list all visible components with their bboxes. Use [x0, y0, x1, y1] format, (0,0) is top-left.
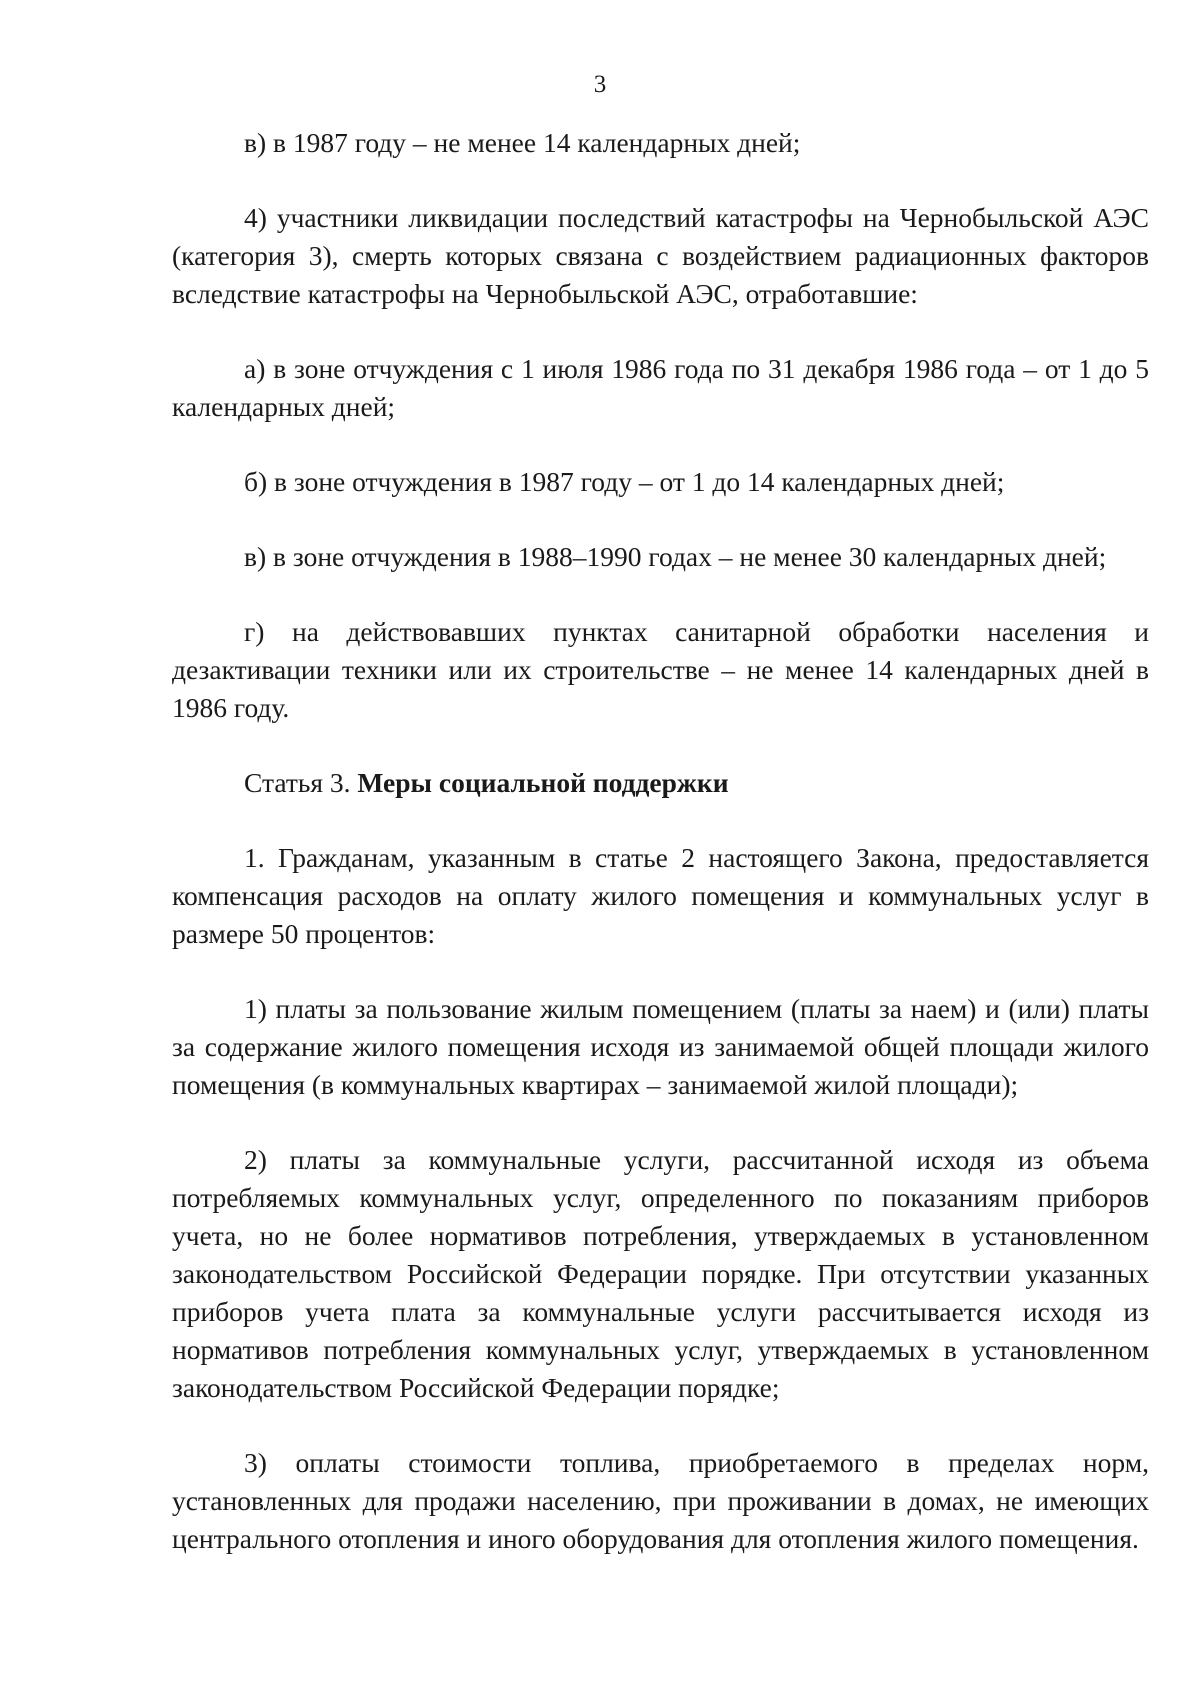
- paragraph-item-g: г) на действовавших пунктах санитарной обработки населения и дезактивации техники или их строительстве – не менее 14 календарных дней в 1986 году.: [172, 616, 1149, 723]
- paragraph-compensation-50-percent: 1. Гражданам, указанным в статье 2 настоящего Закона, предоставляется компенсация расходов на оплату жилого помещения и коммунальных услуг в размере 50 процентов:: [172, 842, 1149, 949]
- document-body: [172, 124, 1149, 1595]
- page-number: 3: [593, 71, 607, 98]
- paragraph-category-3-liquidators: 4) участники ликвидации последствий катастрофы на Чернобыльской АЭС (категория 3), смерть которых связана с воздействием радиационных факторов вследствие катастрофы на Чернобыльской АЭС, отработавшие:: [172, 202, 1149, 309]
- paragraph-item-b: б) в зоне отчуждения в 1987 году – от 1 до 14 календарных дней;: [244, 466, 1005, 497]
- paragraph-item-v: в) в зоне отчуждения в 1988–1990 годах – не менее 30 календарных дней;: [244, 541, 1107, 572]
- paragraph-utilities-payment: 2) платы за коммунальные услуги, рассчитанной исходя из объема потребляемых коммунальных услуг, определенного по показаниям приборов учета, но не более нормативов потребления, утверждаемых в установленном законодательством Российской Федерации порядке. При отсутствии указанных приборов учета плата за коммунальные услуги рассчитывается исходя из нормативов потребления коммунальных услуг, утверждаемых в установленном законодательством Российской Федерации порядке;: [172, 1144, 1149, 1403]
- article-title: Меры социальной поддержки: [357, 767, 729, 798]
- paragraph-housing-payment: 1) платы за пользование жилым помещением (платы за наем) и (или) платы за содержание жилого помещения исходя из занимаемой общей площади жилого помещения (в коммунальных квартирах – занимаемой жилой площади);: [172, 993, 1149, 1100]
- article-prefix: Статья 3.: [244, 767, 358, 798]
- paragraph-fuel-payment: 3) оплаты стоимости топлива, приобретаемого в пределах норм, установленных для продажи населению, при проживании в домах, не имеющих центрального отопления и иного оборудования для отопления жилого помещения.: [172, 1447, 1149, 1554]
- paragraph-item-a: а) в зоне отчуждения с 1 июля 1986 года по 31 декабря 1986 года – от 1 до 5 календарных дней;: [172, 353, 1149, 422]
- paragraph-1987-min-14-days: в) в 1987 году – не менее 14 календарных дней;: [244, 127, 801, 158]
- article-heading: [172, 764, 1149, 802]
